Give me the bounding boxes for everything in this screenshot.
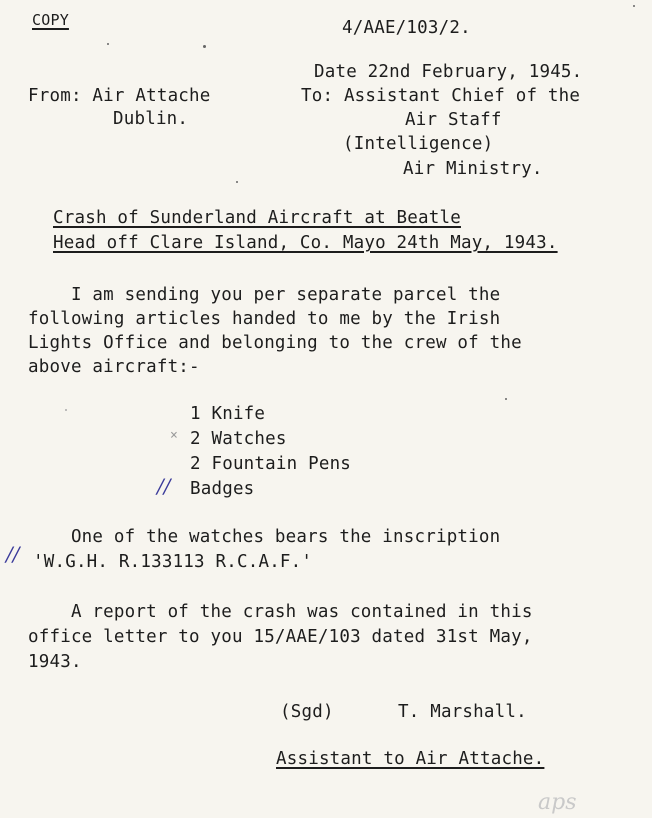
from-location: Dublin. — [113, 109, 189, 129]
paper-speck — [505, 398, 507, 400]
reference-number: 4/AAE/103/2. — [342, 18, 471, 38]
paragraph-2-line-2: 'W.G.H. R.133113 R.C.A.F.' — [33, 552, 313, 572]
to-line-1: To: Assistant Chief of the — [301, 86, 581, 106]
pencil-tick-mark: // — [157, 474, 171, 498]
from-line: From: Air Attache — [28, 86, 211, 106]
paper-speck — [633, 5, 635, 7]
paragraph-1-line-2: following articles handed to me by the Irish — [28, 309, 501, 329]
paragraph-3-line-3: 1943. — [28, 652, 82, 672]
to-line-4: Air Ministry. — [403, 159, 543, 179]
paragraph-1-line-4: above aircraft:- — [28, 357, 200, 377]
item-fountain-pens: 2 Fountain Pens — [190, 454, 352, 474]
paragraph-3-line-2: office letter to you 15/AAE/103 dated 31st May, — [28, 627, 533, 647]
pencil-tick-mark: // — [6, 542, 20, 566]
cross-mark: × — [170, 428, 178, 443]
to-line-3: (Intelligence) — [343, 134, 494, 154]
paragraph-3-line-1: A report of the crash was contained in this — [28, 602, 533, 622]
to-line-2: Air Staff — [405, 110, 502, 130]
item-knife: 1 Knife — [190, 404, 266, 424]
copy-label: COPY — [32, 11, 69, 29]
paragraph-2-line-1: One of the watches bears the inscription — [28, 527, 501, 547]
paragraph-1-line-1: I am sending you per separate parcel the — [28, 285, 501, 305]
signature-sgd: (Sgd) — [280, 702, 334, 722]
item-badges: Badges — [190, 479, 255, 499]
signature-title: Assistant to Air Attache. — [276, 749, 545, 769]
paper-speck — [107, 43, 109, 45]
paper-speck — [65, 409, 67, 411]
letter-date: Date 22nd February, 1945. — [314, 62, 583, 82]
signature-name: T. Marshall. — [398, 702, 527, 722]
paper-speck — [236, 181, 238, 183]
paragraph-1-line-3: Lights Office and belonging to the crew of the — [28, 333, 522, 353]
subject-line-1: Crash of Sunderland Aircraft at Beatle — [53, 208, 461, 228]
corner-initials: aps — [538, 790, 577, 815]
subject-line-2: Head off Clare Island, Co. Mayo 24th May, 1943. — [53, 233, 558, 253]
item-watches: 2 Watches — [190, 429, 287, 449]
paper-speck — [203, 45, 206, 48]
